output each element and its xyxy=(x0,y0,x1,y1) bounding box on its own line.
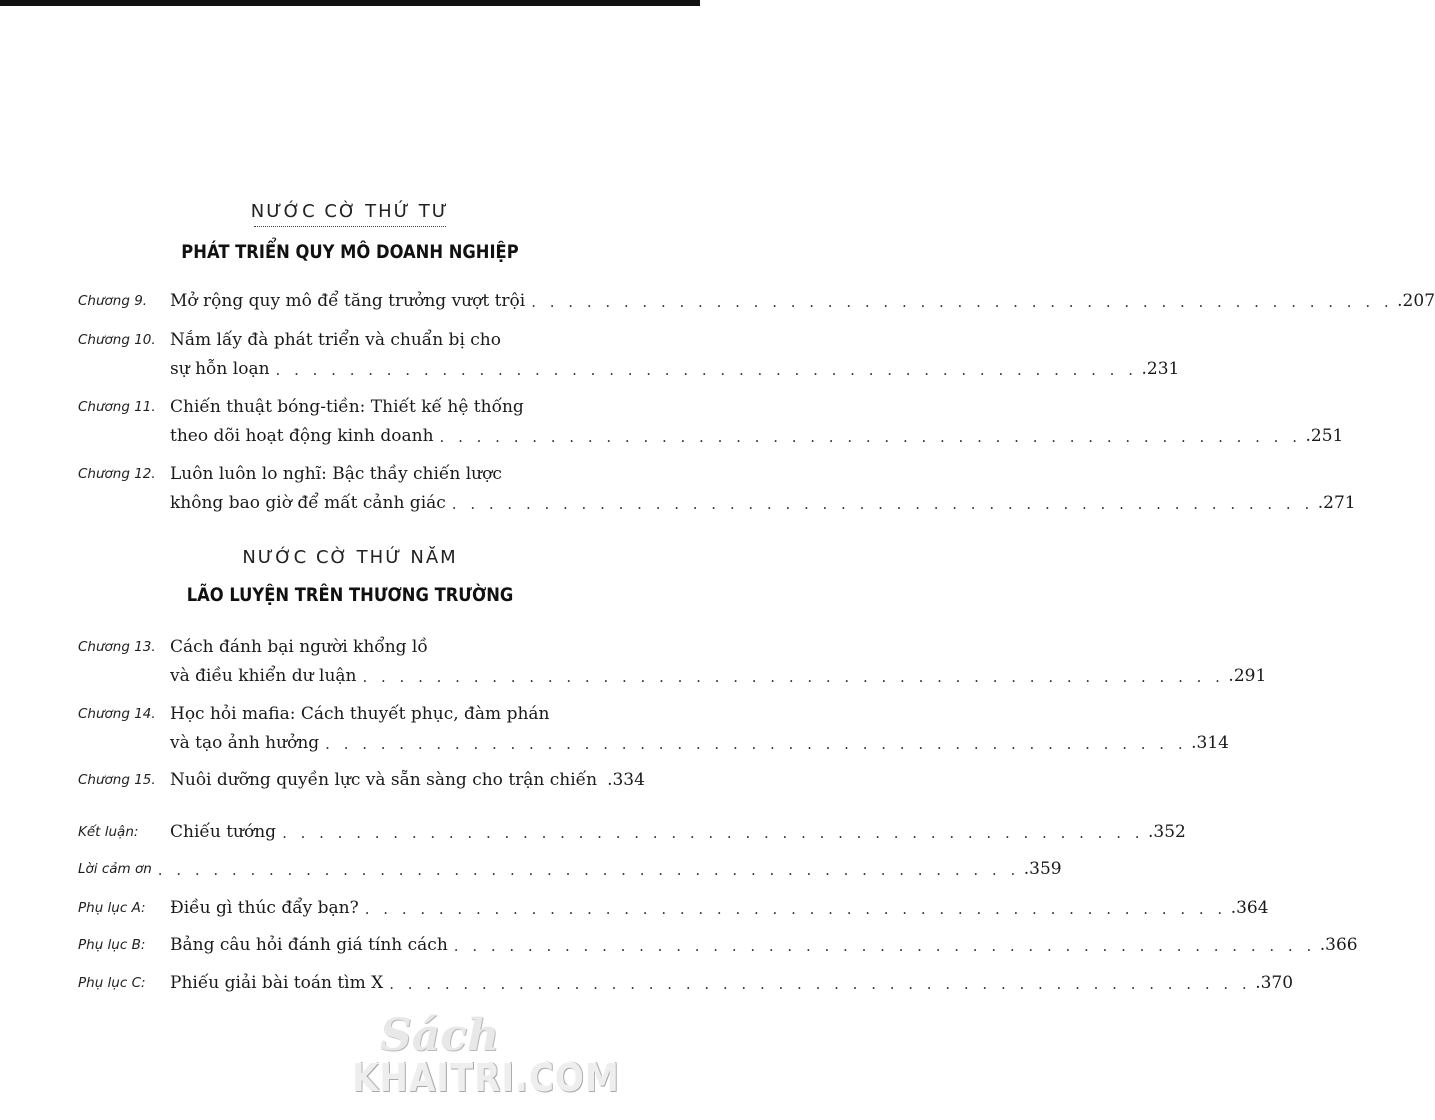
toc-label-appendix-b: Phụ lục B: xyxy=(78,937,146,953)
toc-entry-ch10-line1[interactable] xyxy=(170,326,610,350)
toc-entry-ch9[interactable] xyxy=(170,287,1435,311)
leader-dots: . . . . . . . . . . . . . . . . . . . . . . . . . . . . . . . . . . . . . . . . . . . . . . . xyxy=(275,361,1138,379)
toc-entry-ch11-line2[interactable] xyxy=(170,422,1344,446)
leader-dots: . . . . . . . . . . . . . . . . . . . . . . . . . . . . . . . . . . . . . . . . . . . . . . . xyxy=(282,824,1144,842)
leader-dots: . . . . . . . . . . . . . . . . . . . . . . . . . . . . . . . . . . . . . . . . . . . . . . . xyxy=(531,293,1394,311)
leader-dots: . . . . . . . . . . . . . . . . . . . . . . . . . . . . . . . . . . . . . . . . . . . . . . . xyxy=(439,428,1302,446)
part-4-label: NƯỚC CỜ THỨ TƯ xyxy=(250,201,450,222)
toc-label-ch13: Chương 13. xyxy=(78,639,156,655)
toc-entry-text: Bảng câu hỏi đánh giá tính cách xyxy=(170,935,448,955)
page-number: .334 xyxy=(607,770,645,790)
toc-entry-text: và điều khiển dư luận xyxy=(170,666,357,686)
toc-entry-text: và tạo ảnh hưởng xyxy=(170,733,320,753)
page-number: .364 xyxy=(1230,898,1269,918)
leader-dots: . . . . . . . . . . . . . . . . . . . . . . . . . . . . . . . . . . . . . . . . . . . . . . . xyxy=(325,735,1188,753)
leader-dots: . . . . . . . . . . . . . . . . . . . . . . . . . . . . . . . . . . . . . . . . . . . . . . . xyxy=(451,495,1314,513)
leader-dots: . . . . . . . . . . . . . . . . . . . . . . . . . . . . . . . . . . . . . . . . . . . . . . . xyxy=(362,668,1225,686)
page-top-edge xyxy=(0,0,700,6)
page-number: .251 xyxy=(1305,426,1344,446)
toc-entry-text: Nắm lấy đà phát triển và chuẩn bị cho xyxy=(170,330,501,350)
toc-label-ch12: Chương 12. xyxy=(78,466,156,482)
part-5-label: NƯỚC CỜ THỨ NĂM xyxy=(242,547,458,568)
page-number: .359 xyxy=(1023,859,1062,879)
toc-entry-ch15[interactable] xyxy=(170,766,645,790)
leader-dots: . . . . . . . . . . . . . . . . . . . . . . . . . . . . . . . . . . . . . . . . . . . . . . . xyxy=(364,900,1227,918)
toc-label-appendix-c: Phụ lục C: xyxy=(78,975,146,991)
page-number: .314 xyxy=(1191,733,1229,753)
toc-label-ch14: Chương 14. xyxy=(78,706,156,722)
toc-entry-ch12-line2[interactable] xyxy=(170,489,1356,513)
toc-entry-appendix-c[interactable] xyxy=(170,969,1294,993)
page-number: .370 xyxy=(1255,973,1294,993)
watermark-script: Sách xyxy=(380,1010,500,1061)
toc-label-ch15: Chương 15. xyxy=(78,772,156,788)
toc-label-appendix-a: Phụ lục A: xyxy=(78,900,146,916)
toc-label-conclusion: Kết luận: xyxy=(78,824,139,840)
toc-entry-ch14-line2[interactable] xyxy=(170,729,1229,753)
toc-entry-ch10-line2[interactable] xyxy=(170,355,1180,379)
leader-dots: . . . . . . . . . . . . . . . . . . . . . . . . . . . . . . . . . . . . . . . . . . . . . . . xyxy=(453,937,1316,955)
toc-entry-appendix-b[interactable] xyxy=(170,931,1358,955)
toc-label-ch9: Chương 9. xyxy=(78,293,148,309)
toc-entry-ch12-line1[interactable] xyxy=(170,460,610,484)
toc-entry-text: theo dõi hoạt động kinh doanh xyxy=(170,426,434,446)
page-number: .271 xyxy=(1317,493,1356,513)
toc-entry-text: Học hỏi mafia: Cách thuyết phục, đàm phán xyxy=(170,704,550,724)
toc-entry-acknowledgements[interactable] xyxy=(78,855,1062,879)
toc-entry-text: Phiếu giải bài toán tìm X xyxy=(170,973,384,993)
toc-label-ch10: Chương 10. xyxy=(78,332,156,348)
toc-entry-ch11-line1[interactable] xyxy=(170,393,610,417)
toc-label-ch11: Chương 11. xyxy=(78,399,156,415)
toc-entry-text: Điều gì thúc đẩy bạn? xyxy=(170,898,359,918)
toc-entry-ch13-line2[interactable] xyxy=(170,662,1267,686)
toc-entry-appendix-a[interactable] xyxy=(170,894,1269,918)
toc-entry-text: Cách đánh bại người khổng lồ xyxy=(170,637,428,657)
page-number: .366 xyxy=(1319,935,1358,955)
toc-entry-text: không bao giờ để mất cảnh giác xyxy=(170,493,446,513)
watermark-logo xyxy=(352,1010,682,1110)
toc-entry-conclusion[interactable] xyxy=(170,818,1186,842)
toc-entry-text: Luôn luôn lo nghĩ: Bậc thầy chiến lược xyxy=(170,464,502,484)
leader-dots: . . . . . . . . . . . . . . . . . . . . . . . . . . . . . . . . . . . . . . . . . . . . . . . xyxy=(157,861,1020,879)
toc-entry-ch13-line1[interactable] xyxy=(170,633,610,657)
toc-label-acknowledgements: Lời cảm ơn xyxy=(78,861,152,877)
toc-entry-ch14-line1[interactable] xyxy=(170,700,610,724)
page-number: .231 xyxy=(1141,359,1180,379)
part-5-title: LÃO LUYỆN TRÊN THƯƠNG TRƯỜNG xyxy=(186,584,514,606)
part-4-title: PHÁT TRIỂN QUY MÔ DOANH NGHIỆP xyxy=(181,241,519,263)
toc-entry-text: Chiến thuật bóng-tiền: Thiết kế hệ thống xyxy=(170,397,524,417)
toc-entry-text: Mở rộng quy mô để tăng trưởng vượt trội xyxy=(170,291,526,311)
leader-dots: . . . . . . . . . . . . . . . . . . . . . . . . . . . . . . . . . . . . . . . . . . . . . . . xyxy=(389,975,1252,993)
watermark-brand: KHAITRI.COM xyxy=(352,1056,620,1100)
page-number: .352 xyxy=(1148,822,1186,842)
page-number: .291 xyxy=(1228,666,1267,686)
toc-entry-text: sự hỗn loạn xyxy=(170,359,270,379)
toc-entry-text: Chiếu tướng xyxy=(170,822,277,842)
page-number: .207 xyxy=(1397,291,1435,311)
part-4-underline xyxy=(254,226,446,227)
toc-entry-text: Nuôi dưỡng quyền lực và sẵn sàng cho trận chiến xyxy=(170,770,598,790)
